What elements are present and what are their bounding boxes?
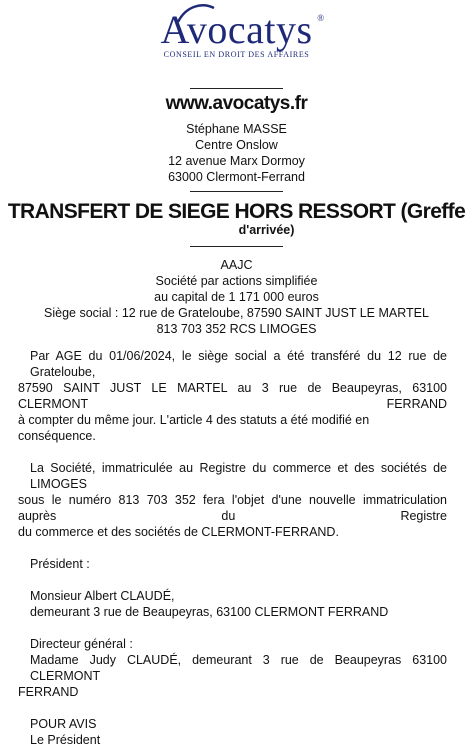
sender-building: Centre Onslow [195,138,278,152]
divider-mid [190,191,283,192]
president-address: demeurant 3 rue de Beaupeyras, 63100 CLERMONT FERRAND [30,605,389,619]
company-block [0,257,473,337]
p2-line1: La Société, immatriculée au Registre du commerce et des sociétés de LIMOGES [30,461,447,491]
sender-street: 12 avenue Marx Dormoy [168,154,305,168]
p1-line1: Par AGE du 01/06/2024, le siège social a été transféré du 12 rue de Grateloube, [30,349,447,379]
p2-line3: du commerce et des sociétés de CLERMONT-FERRAND. [18,525,339,539]
signatory: Le Président [30,733,101,747]
notice-title [0,200,473,237]
sender-address [0,121,473,185]
president-name: Monsieur Albert CLAUDÉ, [30,589,175,603]
company-rcs: 813 703 352 RCS LIMOGES [156,322,317,336]
company-seat: Siège social : 12 rue de Grateloube, 87590 SAINT JUST LE MARTEL [44,306,429,320]
p1-line3: à compter du même jour. L'article 4 des statuts a été modifié en conséquence. [18,413,370,443]
website: www.avocatys.fr [165,93,308,114]
logo-wordmark: Avocatys ® [160,7,325,52]
sender-city: 63000 Clermont-Ferrand [168,170,305,184]
divider-lower [190,246,283,247]
dg-label: Directeur général : [30,637,133,651]
closing: POUR AVIS [30,717,97,731]
divider-top [190,88,283,89]
logo-tagline: CONSEIL EN DROIT DES AFFAIRES [163,50,310,59]
company-capital: au capital de 1 171 000 euros [154,290,319,304]
notice-title-line2: d'arrivée) [238,223,295,237]
sender-name: Stéphane MASSE [186,122,287,136]
company-name: AAJC [220,258,253,272]
notice-title-line1: TRANSFERT DE SIEGE HORS RESSORT (Greffe [7,200,466,223]
p2-line2: sous le numéro 813 703 352 fera l'objet d'une nouvelle immatriculation auprès du Registre [18,493,447,523]
dg-line1: Madame Judy CLAUDÉ, demeurant 3 rue de Beaupeyras 63100 CLERMONT [30,653,447,683]
notice-body [18,348,447,748]
p1-line2: 87590 SAINT JUST LE MARTEL au 3 rue de Beaupeyras, 63100 CLERMONT FERRAND [18,381,447,411]
avocatys-logo [0,8,473,59]
company-form: Société par actions simplifiée [155,274,318,288]
dg-line2: FERRAND [18,685,79,699]
president-label: Président : [30,557,90,571]
registered-mark: ® [317,13,325,23]
